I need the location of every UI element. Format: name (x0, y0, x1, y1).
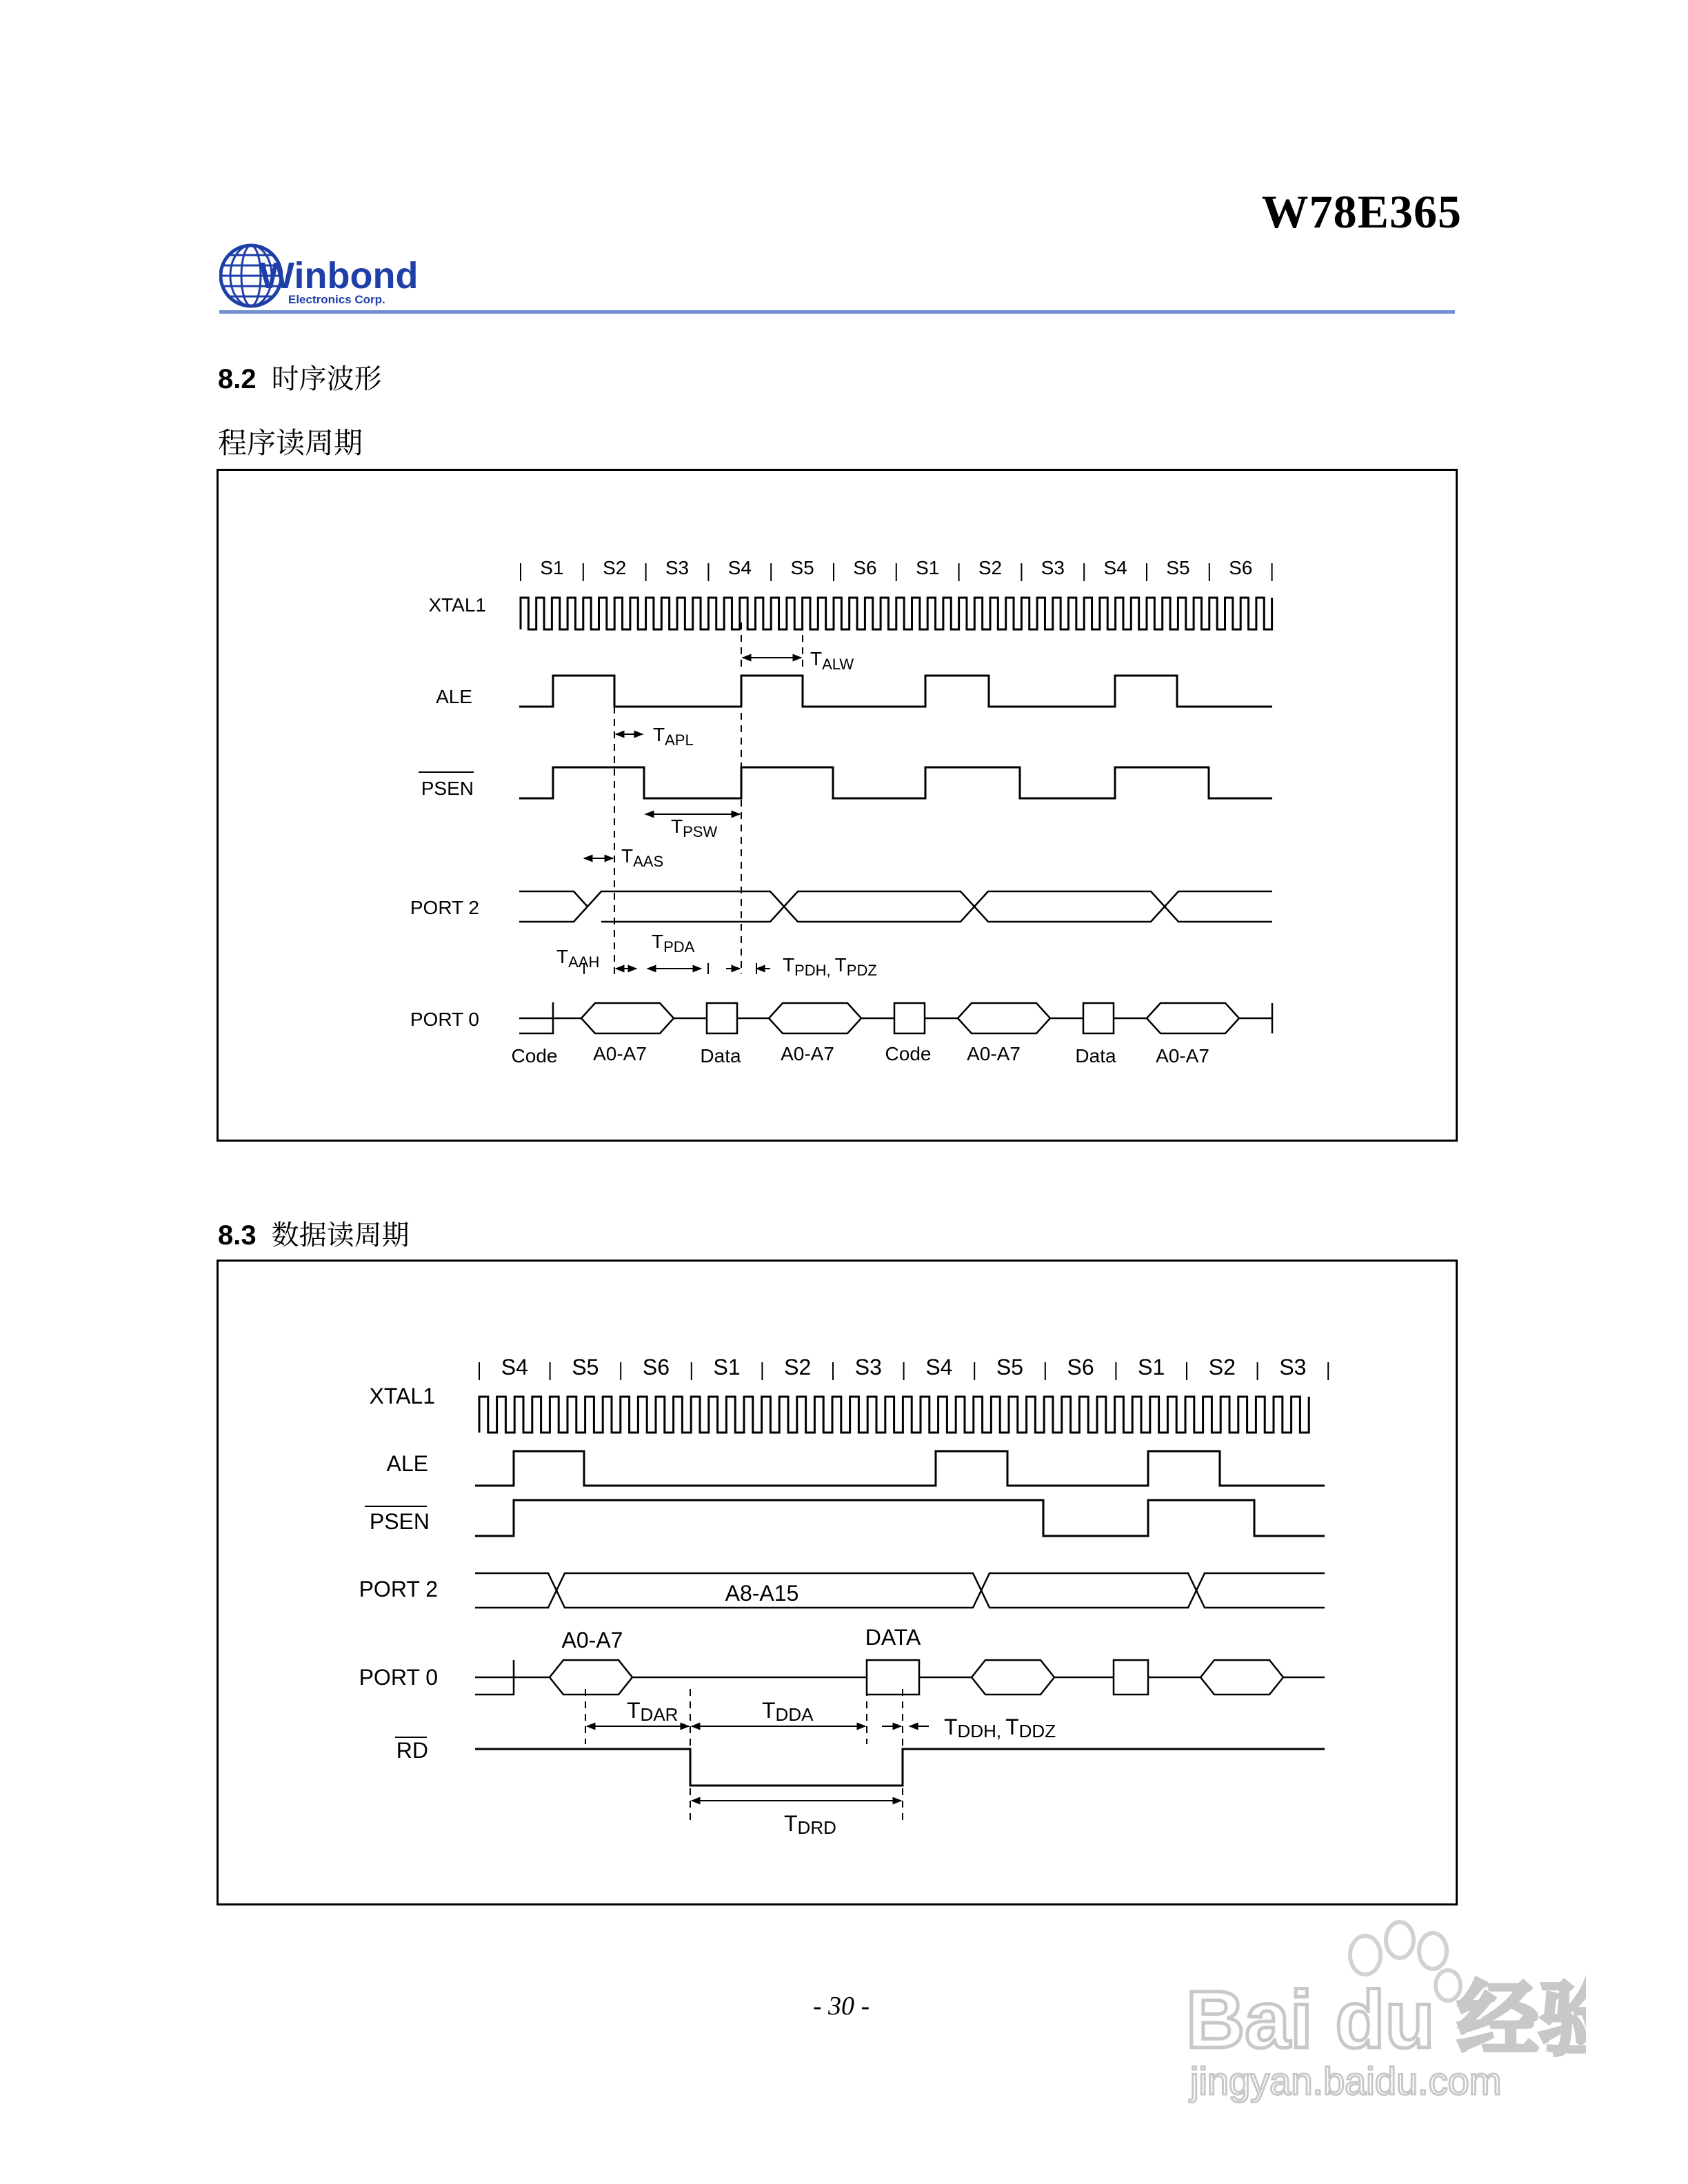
signal-label-port2: PORT 2 (410, 897, 479, 918)
section-number: 8.2 (218, 364, 257, 394)
signal-label-psen: PSEN (421, 778, 474, 799)
state-label: S6 (1067, 1355, 1094, 1379)
page-number: - 30 - (812, 1992, 870, 2021)
baidu-watermark (1158, 1910, 1586, 2113)
state-label: S4 (501, 1355, 528, 1379)
label-taas: $T_{AAS}$ (621, 845, 664, 870)
psen-waveform (475, 1500, 1325, 1536)
signal-label-psen: PSEN (369, 1509, 430, 1534)
watermark-text: Bai du 经验 (1186, 1974, 1586, 2065)
section-heading-8-2 (218, 357, 382, 396)
label-tdda: TDDA (762, 1698, 814, 1725)
signal-label-rd: RD (396, 1738, 428, 1763)
state-label: S5 (996, 1355, 1024, 1379)
state-label: S4 (925, 1355, 953, 1379)
state-label: S1 (916, 557, 940, 578)
section-number: 8.3 (218, 1220, 257, 1251)
rd-waveform (475, 1749, 1325, 1786)
bus-phase-label: A0-A7 (1156, 1045, 1209, 1066)
subsection-title: 程序读周期 (218, 427, 363, 459)
bus-phase-label: A0-A7 (781, 1043, 834, 1064)
state-label: S1 (540, 557, 564, 578)
state-label: S5 (790, 557, 814, 578)
state-label: S2 (978, 557, 1003, 578)
state-label: S2 (1208, 1355, 1236, 1379)
state-label: S5 (572, 1355, 599, 1379)
signal-label-ale: ALE (386, 1451, 428, 1476)
ale-waveform (519, 676, 1272, 707)
port2-waveform (519, 891, 1272, 922)
signal-label-ale: ALE (436, 686, 472, 707)
data-read-cycle-frame (217, 1260, 1458, 1905)
state-label: S3 (1279, 1355, 1307, 1379)
bus-phase-label: Data (700, 1045, 741, 1066)
label-tapl: $T_{APL}$ (653, 724, 694, 749)
bus-phase-label: Code (511, 1045, 558, 1066)
signal-label-xtal1: XTAL1 (369, 1384, 435, 1408)
state-label: S2 (603, 557, 627, 578)
signal-label-xtal1: XTAL1 (428, 594, 486, 616)
state-label: S6 (1229, 557, 1253, 578)
state-label: S3 (854, 1355, 882, 1379)
label-tpdh-tpdz: $T_{PDH,}$ $T_{PDZ}$ (783, 954, 877, 979)
section-title: 数据读周期 (271, 1220, 410, 1251)
label-tpda: $T_{PDA}$ (652, 931, 695, 956)
data-read-timing-diagram (219, 1262, 1456, 1903)
port0-waveform (475, 1660, 1325, 1695)
program-read-cycle-frame (217, 469, 1458, 1142)
bus-phase-label: Code (885, 1043, 932, 1064)
program-read-timing-diagram (219, 471, 1456, 1140)
watermark-url: jingyan.baidu.com (1190, 2059, 1502, 2103)
document-title: W78E365 (1261, 185, 1462, 238)
logo-subtext: Electronics Corp. (288, 293, 385, 306)
bus-phase-label: A0-A7 (967, 1043, 1021, 1064)
state-label: S4 (727, 557, 752, 578)
signal-label-port2: PORT 2 (359, 1577, 438, 1601)
label-tpsw: $T_{PSW}$ (671, 816, 718, 840)
label-tdar: TDAR (627, 1698, 679, 1725)
ale-waveform (475, 1451, 1325, 1486)
state-label: S3 (1041, 557, 1065, 578)
section-title: 时序波形 (271, 364, 382, 394)
bus-phase-label: A0-A7 (593, 1043, 647, 1064)
signal-label-port0: PORT 0 (410, 1009, 479, 1030)
header-rule (219, 310, 1455, 314)
state-label: S2 (784, 1355, 812, 1379)
state-label: S6 (853, 557, 877, 578)
psen-waveform (519, 767, 1272, 798)
label-tddh-tddz: TDDH, TDDZ (944, 1715, 1056, 1741)
label-tdrd: TDRD (784, 1811, 836, 1838)
label-talw: $T_{ALW}$ (810, 648, 854, 673)
xtal1-waveform (479, 1397, 1309, 1433)
port2-address-label: A8-A15 (725, 1581, 799, 1606)
state-label: S1 (713, 1355, 741, 1379)
port2-waveform (475, 1573, 1325, 1608)
xtal1-waveform (521, 598, 1272, 629)
port0-data-label: DATA (865, 1625, 921, 1650)
logo-wordmark: Winbond (259, 255, 419, 296)
port0-address-label: A0-A7 (561, 1628, 623, 1652)
state-label: S6 (642, 1355, 670, 1379)
bus-phase-label: Data (1075, 1045, 1116, 1066)
winbond-logo (219, 243, 440, 312)
state-label: S1 (1138, 1355, 1165, 1379)
section-heading-8-3 (218, 1213, 410, 1253)
state-label: S5 (1166, 557, 1190, 578)
signal-label-port0: PORT 0 (359, 1665, 438, 1690)
state-label: S4 (1103, 557, 1127, 578)
state-label: S3 (665, 557, 690, 578)
port0-waveform (519, 1002, 1272, 1033)
label-taah: $T_{AAH}$ (556, 946, 600, 971)
